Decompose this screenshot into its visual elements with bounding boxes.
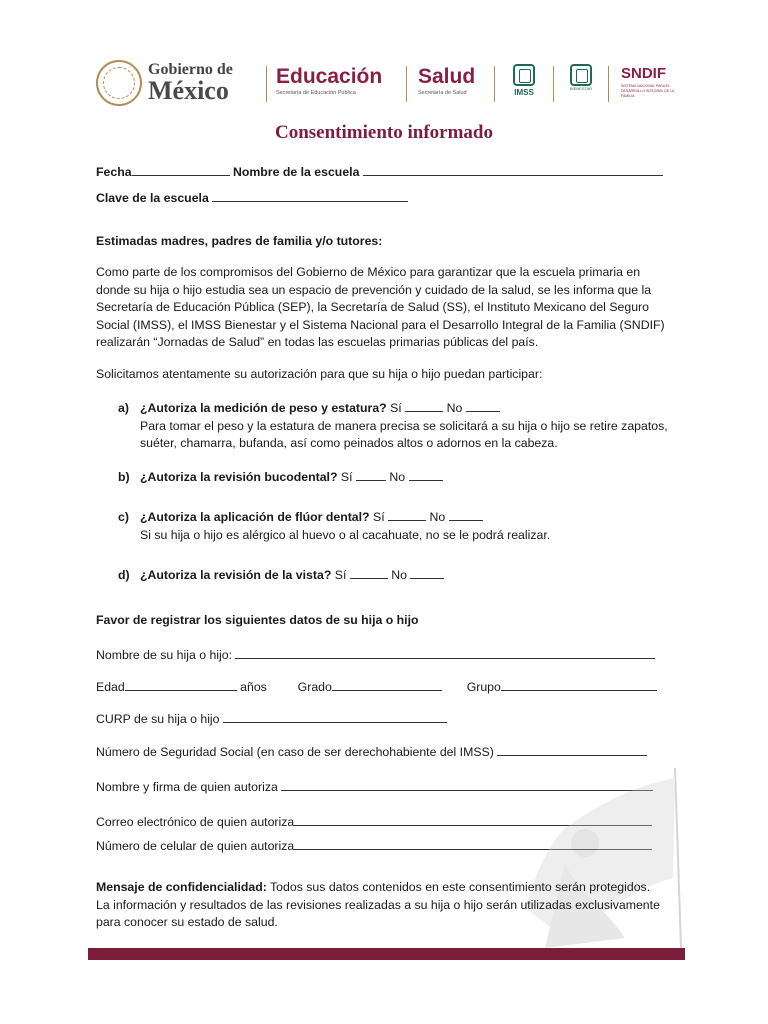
divider: [553, 66, 554, 102]
anos-label: años: [240, 680, 267, 694]
si-field[interactable]: [350, 567, 388, 579]
item-desc: Si su hija o hijo es alérgico al huevo o al cacahuate, no se le podrá realizar.: [140, 527, 551, 542]
grado-field[interactable]: [332, 679, 442, 691]
sndif-sub: SISTEMA NACIONAL PARA EL DESARROLLO INTEGRAL DE LA FAMILIA: [621, 84, 675, 98]
sndif-title: SNDIF: [621, 65, 666, 82]
nss-field[interactable]: [497, 744, 647, 756]
curp-label: CURP de su hija o hijo: [96, 712, 220, 726]
fecha-label: Fecha: [96, 165, 132, 179]
escuela-label: Nombre de la escuela: [232, 165, 360, 179]
fecha-escuela-row: [96, 164, 663, 182]
item-a: [118, 400, 698, 453]
si-label: Sí: [373, 510, 385, 524]
confidentiality-paragraph: [96, 879, 696, 932]
intro-line: Social (IMSS), el IMSS Bienestar y el Sistema Nacional para el Desarrollo Integral de la Familia (SNDIF): [96, 317, 665, 332]
no-field[interactable]: [410, 567, 444, 579]
item-letter: d): [118, 568, 130, 582]
request-text: Solicitamos atentamente su autorización para que su hija o hijo puedan participar:: [96, 367, 543, 381]
firma-label: Nombre y firma de quien autoriza: [96, 780, 278, 794]
correo-label: Correo electrónico de quien autoriza: [96, 815, 295, 829]
nombre-hijo-label: Nombre de su hija o hijo:: [96, 648, 233, 662]
si-field[interactable]: [356, 469, 386, 481]
si-label: Sí: [390, 401, 402, 415]
no-label: No: [446, 401, 463, 415]
item-b: [118, 469, 698, 487]
fecha-field[interactable]: [132, 164, 230, 176]
edad-label: Edad: [96, 680, 125, 694]
no-label: No: [429, 510, 446, 524]
item-letter: c): [118, 510, 129, 524]
celular-label: Número de celular de quien autoriza: [96, 839, 295, 853]
imss-icon: [570, 64, 592, 86]
curp-field[interactable]: [223, 711, 447, 723]
logo-header: [96, 58, 686, 118]
confidential-label: Mensaje de confidencialidad:: [96, 880, 267, 894]
no-field[interactable]: [449, 509, 483, 521]
educacion-logo: [276, 66, 382, 96]
imss-logo: [509, 64, 539, 104]
divider: [494, 66, 495, 102]
item-question: ¿Autoriza la revisión bucodental?: [140, 470, 338, 484]
intro-paragraph: [96, 264, 696, 352]
grado-label: Grado: [297, 680, 332, 694]
imss-bienestar-label: BIENESTAR: [569, 86, 593, 91]
no-label: No: [389, 470, 406, 484]
item-question: ¿Autoriza la aplicación de flúor dental?: [140, 510, 370, 524]
item-letter: a): [118, 401, 129, 415]
no-field[interactable]: [466, 400, 500, 412]
nss-label: Número de Seguridad Social (en caso de ser derechohabiente del IMSS): [96, 745, 494, 759]
item-c: [118, 509, 698, 544]
escuela-field[interactable]: [363, 164, 663, 176]
intro-line: realizarán “Jornadas de Salud” en todas las escuelas primarias públicas del país.: [96, 335, 539, 349]
imss-label: IMSS: [514, 88, 534, 97]
gob-top-text: Gobierno de: [148, 61, 233, 78]
clave-row: [96, 190, 408, 208]
item-desc: Para tomar el peso y la estatura de manera precisa se solicitará a su hija o hijo se retire zapatos,: [140, 418, 668, 433]
salud-sub: Secretaría de Salud: [418, 90, 467, 96]
footer-bar: [88, 948, 685, 960]
divider: [266, 66, 267, 102]
confidential-line: La información y resultados de las revisiones realizadas a su hija o hijo serán utilizadas exclusivamente: [96, 897, 660, 912]
intro-line: Como parte de los compromisos del Gobierno de México para garantizar que la escuela primaria en: [96, 265, 641, 279]
salud-logo: [418, 66, 475, 96]
item-question: ¿Autoriza la revisión de la vista?: [140, 568, 332, 582]
si-field[interactable]: [388, 509, 426, 521]
edad-field[interactable]: [125, 679, 237, 691]
grupo-label: Grupo: [466, 680, 501, 694]
nombre-hijo-row: [96, 647, 655, 665]
no-field[interactable]: [409, 469, 443, 481]
gobierno-mexico-logo: [148, 62, 233, 104]
nss-row: [96, 744, 647, 762]
confidential-line: Todos sus datos contenidos en este consentimiento serán protegidos.: [266, 880, 651, 894]
intro-line: donde su hija o hijo estudia sea un espacio de prevención y cuidado de la salud, se les informa que la: [96, 282, 652, 297]
nombre-hijo-field[interactable]: [235, 647, 655, 659]
national-seal-logo: [96, 60, 142, 106]
grupo-field[interactable]: [501, 679, 657, 691]
educacion-sub: Secretaría de Educación Pública: [276, 90, 356, 96]
item-desc: suéter, chamarra, bufanda, así como peinados altos o adornos en la cabeza.: [140, 436, 558, 450]
si-label: Sí: [340, 470, 353, 484]
educacion-title: Educación: [276, 65, 383, 88]
gob-bottom-text: México: [148, 76, 229, 105]
salud-title: Salud: [418, 65, 476, 88]
data-section-title: Favor de registrar los siguientes datos de su hija o hijo: [96, 613, 419, 627]
confidential-line: para conocer su estado de salud.: [96, 915, 278, 929]
intro-line: Secretaría de Educación Pública (SEP), la Secretaría de Salud (SS), el Instituto Mexicano del Seguro: [96, 300, 649, 314]
greeting: Estimadas madres, padres de familia y/o tutores:: [96, 234, 383, 248]
si-label: Sí: [334, 568, 347, 582]
si-field[interactable]: [405, 400, 443, 412]
item-d: [118, 567, 698, 585]
no-label: No: [391, 568, 407, 582]
divider: [608, 66, 609, 102]
divider: [406, 66, 407, 102]
sndif-logo: [621, 66, 685, 99]
item-letter: b): [118, 470, 130, 484]
imss-bienestar-logo: [566, 64, 596, 104]
imss-icon: [513, 64, 535, 86]
page-title: Consentimiento informado: [275, 122, 493, 143]
clave-label: Clave de la escuela: [96, 191, 209, 205]
curp-row: [96, 711, 447, 729]
item-question: ¿Autoriza la medición de peso y estatura?: [140, 401, 387, 415]
edad-grado-grupo-row: [96, 679, 657, 697]
clave-field[interactable]: [212, 190, 408, 202]
